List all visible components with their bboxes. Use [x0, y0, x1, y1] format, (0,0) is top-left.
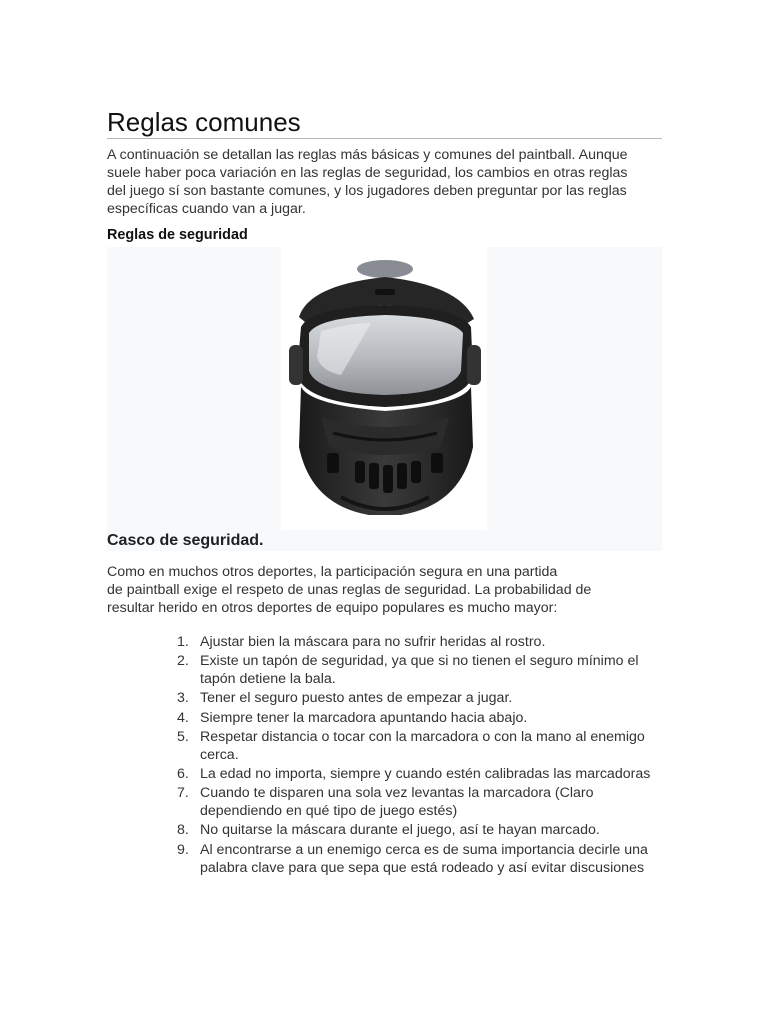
intro-paragraph: [107, 146, 662, 218]
list-item: [177, 633, 657, 651]
body-line: de paintball exige el respeto de unas reglas de seguridad. La probabilidad de: [107, 582, 592, 599]
list-number: 6.: [177, 765, 189, 782]
list-item: [177, 728, 657, 764]
list-item-text: Tener el seguro puesto antes de empezar a jugar.: [200, 690, 513, 707]
intro-line: A continuación se detallan las reglas más básicas y comunes del paintball. Aunque: [107, 147, 628, 163]
list-item: [177, 784, 657, 820]
list-number: 5.: [177, 728, 189, 745]
list-item-text: Al encontrarse a un enemigo cerca es de suma importancia decirle una palabra clave para que sepa que está rodeado y así evitar discusiones: [200, 841, 648, 876]
figure-caption: Casco de seguridad.: [107, 532, 264, 549]
paintball-mask-icon: [281, 247, 487, 530]
list-item: [177, 765, 657, 783]
list-number: 7.: [177, 785, 189, 802]
figure-image[interactable]: [281, 247, 487, 530]
list-number: 9.: [177, 841, 189, 858]
intro-line: específicas cuando van a jugar.: [107, 201, 306, 217]
list-item-text: No quitarse la máscara durante el juego, así te hayan marcado.: [200, 822, 600, 839]
list-item-text: La edad no importa, siempre y cuando estén calibradas las marcadoras: [200, 765, 651, 782]
list-item: [177, 689, 657, 707]
page-title: Reglas comunes: [107, 106, 662, 139]
section-heading: Reglas de seguridad: [107, 227, 248, 243]
list-item: [177, 652, 657, 688]
list-item-text: Existe un tapón de seguridad, ya que si no tienen el seguro mínimo el tapón detiene la bala.: [200, 653, 639, 688]
safety-rules-list: [177, 633, 657, 878]
list-item-text: Respetar distancia o tocar con la marcadora o con la mano al enemigo cerca.: [200, 728, 645, 763]
list-number: 2.: [177, 653, 189, 670]
list-number: 3.: [177, 690, 189, 707]
body-line: resultar herido en otros deportes de equipo populares es mucho mayor:: [107, 600, 558, 617]
list-item-text: Siempre tener la marcadora apuntando hacia abajo.: [200, 709, 528, 726]
list-item: [177, 821, 657, 839]
safety-paragraph: [107, 563, 647, 618]
intro-line: del juego sí son bastante comunes, y los jugadores deben preguntar por las reglas: [107, 183, 627, 199]
list-number: 4.: [177, 709, 189, 726]
intro-line: suele haber poca variación en las reglas de seguridad, los cambios en otras reglas: [107, 165, 628, 181]
body-line: Como en muchos otros deportes, la participación segura en una partida: [107, 564, 558, 580]
list-number: 1.: [177, 634, 189, 650]
figure: [107, 247, 662, 551]
list-item: [177, 709, 657, 727]
list-item-text: Ajustar bien la máscara para no sufrir heridas al rostro.: [200, 634, 546, 650]
list-item-text: Cuando te disparen una sola vez levantas la marcadora (Claro dependiendo en qué tipo de juego estés): [200, 785, 594, 820]
list-item: [177, 841, 657, 877]
list-number: 8.: [177, 822, 189, 839]
